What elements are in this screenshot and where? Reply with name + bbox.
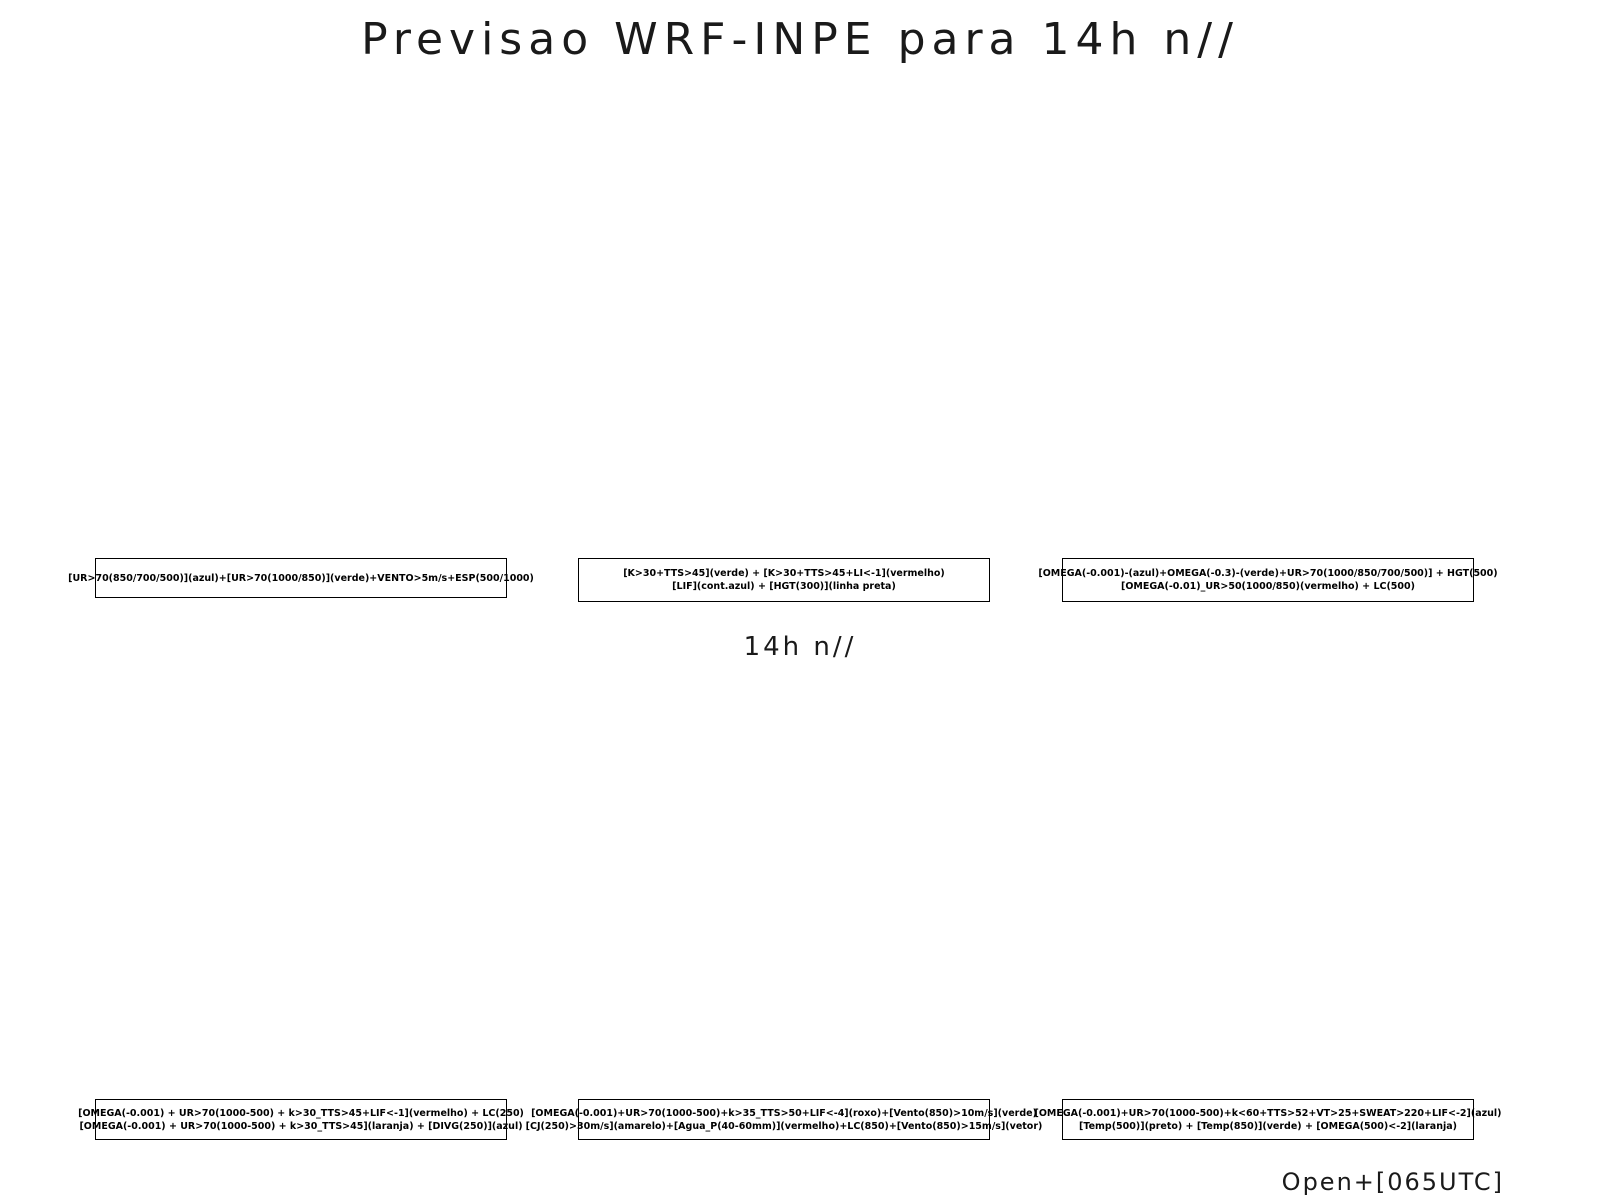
legend-line: [K>30+TTS>45](verde) + [K>30+TTS>45+LI<-1](vermelho) [623,568,945,579]
legend-box-bottom-left [78,1099,524,1140]
legend-line: [OMEGA(-0.001) + UR>70(1000-500) + k>30_TTS>45+LIF<-1](vermelho) + LC(250) [78,1107,524,1119]
legend-line: [UR>70(850/700/500)](azul)+[UR>70(1000/850)](verde)+VENTO>5m/s+ESP(500/1000) [68,572,534,584]
legend-box-bottom-middle [525,1099,1043,1140]
legend-line: [LIF](cont.azul) + [HGT(300)](linha preta) [672,581,896,592]
legend-line: [Temp(500)](preto) + [Temp(850)](verde) + [OMEGA(500)<-2](laranja) [1079,1120,1457,1132]
legend-box-bottom-right [1034,1099,1502,1140]
legend-box-top-left [68,558,534,598]
legend-box-top-right [1038,558,1498,602]
legend-box-top-middle [578,558,990,602]
legend-line: [CJ(250)>30m/s](amarelo)+[Agua_P(40-60mm)](vermelho)+LC(850)+[Vento(850)>15m/s](vetor) [525,1120,1043,1132]
legend-line: [OMEGA(-0.001)+UR>70(1000-500)+k<60+TTS>52+VT>25+SWEAT>220+LIF<-2](azul) [1034,1107,1502,1119]
legend-line: [OMEGA(-0.001)+UR>70(1000-500)+k>35_TTS>50+LIF<-4](roxo)+[Vento(850)>10m/s](verde) [531,1107,1037,1119]
legend-line: [OMEGA(-0.01)_UR>50(1000/850)(vermelho) + LC(500) [1121,581,1415,592]
footer-timestamp: Open+[065UTC] [1281,1168,1504,1196]
middle-caption: 14h n// [743,632,857,662]
legend-line: [OMEGA(-0.001)-(azul)+OMEGA(-0.3)-(verde)+UR>70(1000/850/700/500)] + HGT(500) [1038,568,1498,579]
legend-line: [OMEGA(-0.001) + UR>70(1000-500) + k>30_TTS>45](laranja) + [DIVG(250)](azul) [79,1120,523,1132]
page-title: Previsao WRF-INPE para 14h n// [361,14,1239,65]
